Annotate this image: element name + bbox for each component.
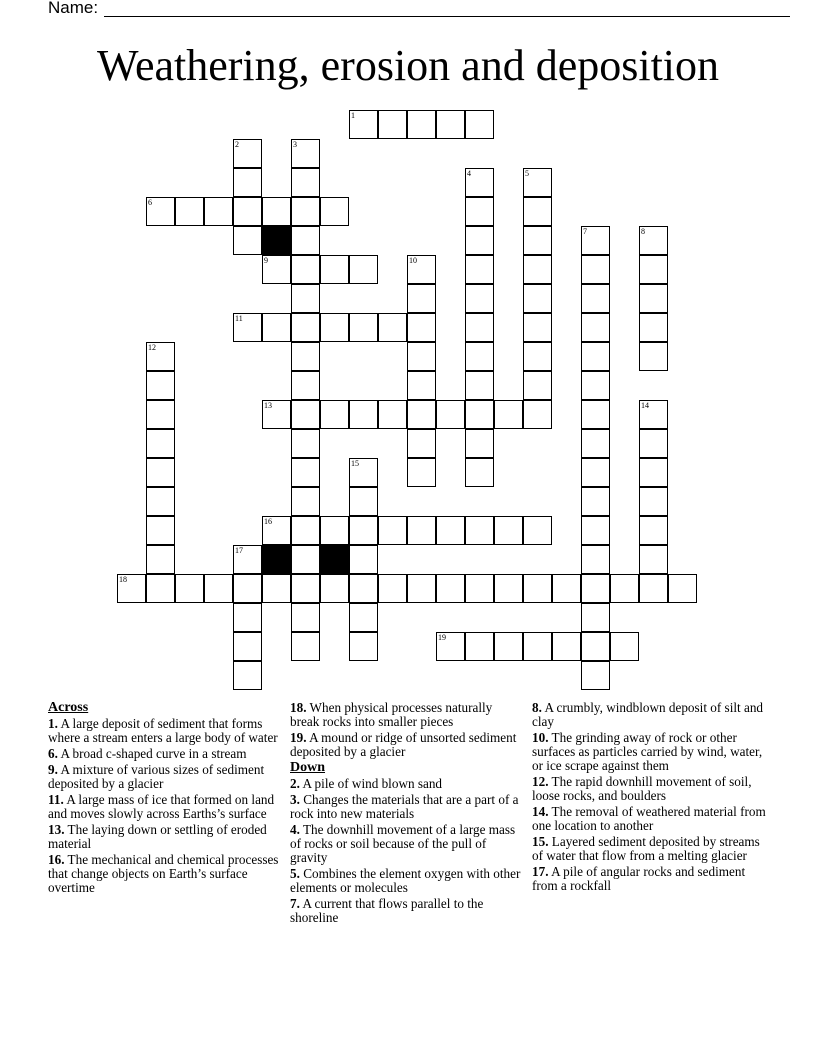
grid-cell[interactable] [378, 400, 407, 429]
grid-cell[interactable] [146, 342, 175, 371]
clue-number: 3 [293, 140, 297, 149]
across-heading: Across [48, 700, 89, 715]
grid-cell[interactable] [581, 313, 610, 342]
grid-cell[interactable] [291, 313, 320, 342]
grid-cell[interactable] [465, 458, 494, 487]
grid-cell[interactable] [407, 574, 436, 603]
clue-number: 2 [235, 140, 239, 149]
clue-number: 4 [467, 169, 471, 178]
grid-cell[interactable] [320, 574, 349, 603]
grid-cell[interactable] [523, 342, 552, 371]
grid-cell[interactable] [581, 400, 610, 429]
grid-cell[interactable] [465, 110, 494, 139]
grid-cell[interactable] [465, 168, 494, 197]
grid-cell[interactable] [407, 400, 436, 429]
clue-number: 17 [235, 546, 243, 555]
grid-cell[interactable] [233, 313, 262, 342]
grid-cell[interactable] [378, 516, 407, 545]
grid-cell[interactable] [523, 632, 552, 661]
grid-cell[interactable] [407, 342, 436, 371]
down-clue-15: 15. Layered sediment deposited by streams of water that flow from a melting glacier [532, 834, 760, 863]
grid-cell[interactable] [581, 545, 610, 574]
grid-cell[interactable] [552, 574, 581, 603]
grid-cell[interactable] [465, 632, 494, 661]
grid-cell[interactable] [639, 574, 668, 603]
down-clue-8: 8. A crumbly, windblown deposit of silt and clay [532, 700, 764, 729]
grid-cell[interactable] [262, 400, 291, 429]
grid-cell[interactable] [581, 458, 610, 487]
down-clue-14: 14. The removal of weathered material from one location to another [532, 804, 766, 833]
grid-cell[interactable] [291, 458, 320, 487]
grid-cell[interactable] [349, 574, 378, 603]
grid-cell[interactable] [291, 400, 320, 429]
grid-cell[interactable] [552, 632, 581, 661]
clues-column-2 [290, 701, 522, 927]
clue-number: 8 [641, 227, 645, 236]
grid-cell[interactable] [291, 168, 320, 197]
grid-cell[interactable] [639, 226, 668, 255]
grid-cell[interactable] [291, 371, 320, 400]
grid-cell[interactable] [349, 545, 378, 574]
grid-cell[interactable] [465, 516, 494, 545]
grid-cell[interactable] [262, 197, 291, 226]
grid-cell[interactable] [291, 487, 320, 516]
grid-cell[interactable] [291, 139, 320, 168]
grid-cell[interactable] [146, 429, 175, 458]
grid-cell[interactable] [581, 226, 610, 255]
grid-cell[interactable] [523, 313, 552, 342]
blocked-cell [320, 545, 349, 574]
across-clue-11: 11. A large mass of ice that formed on land and moves slowly across Earths’s surface [48, 792, 275, 821]
grid-cell[interactable] [581, 371, 610, 400]
grid-cell[interactable] [465, 400, 494, 429]
grid-cell[interactable] [581, 429, 610, 458]
grid-cell[interactable] [494, 516, 523, 545]
clue-number: 15 [351, 459, 359, 468]
grid-cell[interactable] [291, 545, 320, 574]
across-clue-19: 19. A mound or ridge of unsorted sediment deposited by a glacier [290, 730, 517, 759]
grid-cell[interactable] [233, 168, 262, 197]
down-clue-7: 7. A current that flows parallel to the shoreline [290, 896, 484, 925]
grid-cell[interactable] [610, 632, 639, 661]
grid-cell[interactable] [146, 400, 175, 429]
grid-cell[interactable] [262, 255, 291, 284]
grid-cell[interactable] [262, 313, 291, 342]
grid-cell[interactable] [465, 342, 494, 371]
grid-cell[interactable] [610, 574, 639, 603]
grid-cell[interactable] [146, 574, 175, 603]
grid-cell[interactable] [291, 603, 320, 632]
clue-number: 18 [119, 575, 127, 584]
grid-cell[interactable] [233, 632, 262, 661]
clue-number: 10 [409, 256, 417, 265]
grid-cell[interactable] [349, 632, 378, 661]
grid-cell[interactable] [494, 632, 523, 661]
grid-cell[interactable] [291, 632, 320, 661]
grid-cell[interactable] [204, 197, 233, 226]
grid-cell[interactable] [639, 313, 668, 342]
grid-cell[interactable] [639, 545, 668, 574]
grid-cell[interactable] [523, 400, 552, 429]
grid-cell[interactable] [436, 110, 465, 139]
grid-cell[interactable] [523, 284, 552, 313]
name-label: Name: [48, 0, 99, 17]
grid-cell[interactable] [581, 487, 610, 516]
grid-cell[interactable] [639, 458, 668, 487]
clue-number: 11 [235, 314, 243, 323]
clue-number: 9 [264, 256, 268, 265]
grid-cell[interactable] [581, 342, 610, 371]
clue-number: 16 [264, 517, 272, 526]
clues-column-3 [532, 701, 772, 895]
blocked-cell [262, 545, 291, 574]
clue-number: 6 [148, 198, 152, 207]
grid-cell[interactable] [233, 197, 262, 226]
grid-cell[interactable] [291, 574, 320, 603]
clue-number: 5 [525, 169, 529, 178]
grid-cell[interactable] [581, 661, 610, 690]
clue-number: 12 [148, 343, 156, 352]
page-title: Weathering, erosion and deposition [96, 41, 720, 90]
down-heading: Down [290, 760, 326, 775]
grid-cell[interactable] [639, 487, 668, 516]
grid-cell[interactable] [175, 197, 204, 226]
grid-cell[interactable] [233, 139, 262, 168]
grid-cell[interactable] [523, 226, 552, 255]
grid-cell[interactable] [349, 458, 378, 487]
grid-cell[interactable] [581, 632, 610, 661]
grid-cell[interactable] [349, 313, 378, 342]
grid-cell[interactable] [523, 516, 552, 545]
grid-cell[interactable] [523, 574, 552, 603]
down-clue-17: 17. A pile of angular rocks and sediment from a rockfall [532, 864, 746, 893]
grid-cell[interactable] [407, 429, 436, 458]
across-clue-1: 1. A large deposit of sediment that forms where a stream enters a large body of water [48, 716, 278, 745]
down-clue-5: 5. Combines the element oxygen with other elements or molecules [290, 866, 521, 895]
grid-cell[interactable] [349, 603, 378, 632]
grid-cell[interactable] [407, 110, 436, 139]
grid-cell[interactable] [465, 197, 494, 226]
grid-cell[interactable] [146, 371, 175, 400]
grid-cell[interactable] [436, 516, 465, 545]
grid-cell[interactable] [291, 226, 320, 255]
clue-number: 14 [641, 401, 649, 410]
grid-cell[interactable] [320, 255, 349, 284]
grid-cell[interactable] [407, 458, 436, 487]
grid-cell[interactable] [639, 342, 668, 371]
grid-cell[interactable] [349, 400, 378, 429]
grid-cell[interactable] [320, 313, 349, 342]
grid-cell[interactable] [581, 255, 610, 284]
grid-cell[interactable] [349, 487, 378, 516]
down-clue-2: 2. A pile of wind blown sand [290, 776, 443, 791]
grid-cell[interactable] [146, 516, 175, 545]
clue-number: 19 [438, 633, 446, 642]
down-clue-3: 3. Changes the materials that are a part of a rock into new materials [290, 792, 519, 821]
grid-cell[interactable] [523, 371, 552, 400]
grid-cell[interactable] [291, 342, 320, 371]
grid-cell[interactable] [639, 284, 668, 313]
grid-cell[interactable] [465, 371, 494, 400]
grid-cell[interactable] [349, 516, 378, 545]
grid-cell[interactable] [436, 400, 465, 429]
grid-cell[interactable] [262, 516, 291, 545]
across-clue-16: 16. The mechanical and chemical processes that change objects on Earth’s surface overtime [48, 852, 279, 895]
across-clue-13: 13. The laying down or settling of eroded material [48, 822, 267, 851]
grid-cell[interactable] [581, 574, 610, 603]
grid-cell[interactable] [465, 284, 494, 313]
grid-cell[interactable] [407, 255, 436, 284]
grid-cell[interactable] [175, 574, 204, 603]
clue-number: 1 [351, 111, 355, 120]
across-clue-6: 6. A broad c-shaped curve in a stream [48, 746, 247, 761]
grid-cell[interactable] [262, 574, 291, 603]
grid-cell[interactable] [523, 168, 552, 197]
clue-number: 7 [583, 227, 587, 236]
grid-cell[interactable] [436, 632, 465, 661]
grid-cell[interactable] [378, 574, 407, 603]
grid-cell[interactable] [494, 574, 523, 603]
grid-cell[interactable] [407, 516, 436, 545]
grid-cell[interactable] [233, 545, 262, 574]
grid-cell[interactable] [639, 429, 668, 458]
grid-cell[interactable] [407, 313, 436, 342]
grid-cell[interactable] [465, 255, 494, 284]
grid-cell[interactable] [291, 255, 320, 284]
down-clue-10: 10. The grinding away of rock or other surfaces as particles carried by wind, water, or ice scrape against them [532, 730, 763, 773]
grid-cell[interactable] [639, 516, 668, 545]
grid-cell[interactable] [639, 400, 668, 429]
grid-cell[interactable] [407, 371, 436, 400]
grid-cell[interactable] [581, 516, 610, 545]
grid-cell[interactable] [233, 661, 262, 690]
grid-cell[interactable] [349, 110, 378, 139]
grid-cell[interactable] [668, 574, 697, 603]
grid-cell[interactable] [146, 487, 175, 516]
grid-cell[interactable] [378, 110, 407, 139]
grid-cell[interactable] [465, 313, 494, 342]
grid-cell[interactable] [581, 284, 610, 313]
grid-cell[interactable] [117, 574, 146, 603]
clue-number: 13 [264, 401, 272, 410]
grid-cell[interactable] [320, 400, 349, 429]
grid-cell[interactable] [233, 574, 262, 603]
down-clue-4: 4. The downhill movement of a large mass of rocks or soil because of the pull of gravity [290, 822, 516, 865]
grid-cell[interactable] [146, 197, 175, 226]
grid-cell[interactable] [378, 313, 407, 342]
grid-cell[interactable] [349, 255, 378, 284]
grid-cell[interactable] [407, 284, 436, 313]
across-clue-18: 18. When physical processes naturally break rocks into smaller pieces [290, 700, 493, 729]
grid-cell[interactable] [465, 574, 494, 603]
grid-cell[interactable] [291, 429, 320, 458]
grid-cell[interactable] [523, 197, 552, 226]
grid-cell[interactable] [233, 603, 262, 632]
grid-cell[interactable] [146, 545, 175, 574]
grid-cell[interactable] [320, 197, 349, 226]
grid-cell[interactable] [320, 516, 349, 545]
grid-cell[interactable] [291, 284, 320, 313]
grid-cell[interactable] [291, 197, 320, 226]
down-clue-12: 12. The rapid downhill movement of soil, loose rocks, and boulders [532, 774, 752, 803]
grid-cell[interactable] [204, 574, 233, 603]
grid-cell[interactable] [639, 255, 668, 284]
grid-cell[interactable] [436, 574, 465, 603]
clues-column-1 [48, 701, 280, 897]
blocked-cell [262, 226, 291, 255]
grid-cell[interactable] [494, 400, 523, 429]
grid-cell[interactable] [465, 226, 494, 255]
grid-cell[interactable] [465, 429, 494, 458]
grid-cell[interactable] [291, 516, 320, 545]
across-clue-9: 9. A mixture of various sizes of sediment deposited by a glacier [48, 762, 265, 791]
grid-cell[interactable] [233, 226, 262, 255]
grid-cell[interactable] [146, 458, 175, 487]
grid-cell[interactable] [523, 255, 552, 284]
grid-cell[interactable] [581, 603, 610, 632]
